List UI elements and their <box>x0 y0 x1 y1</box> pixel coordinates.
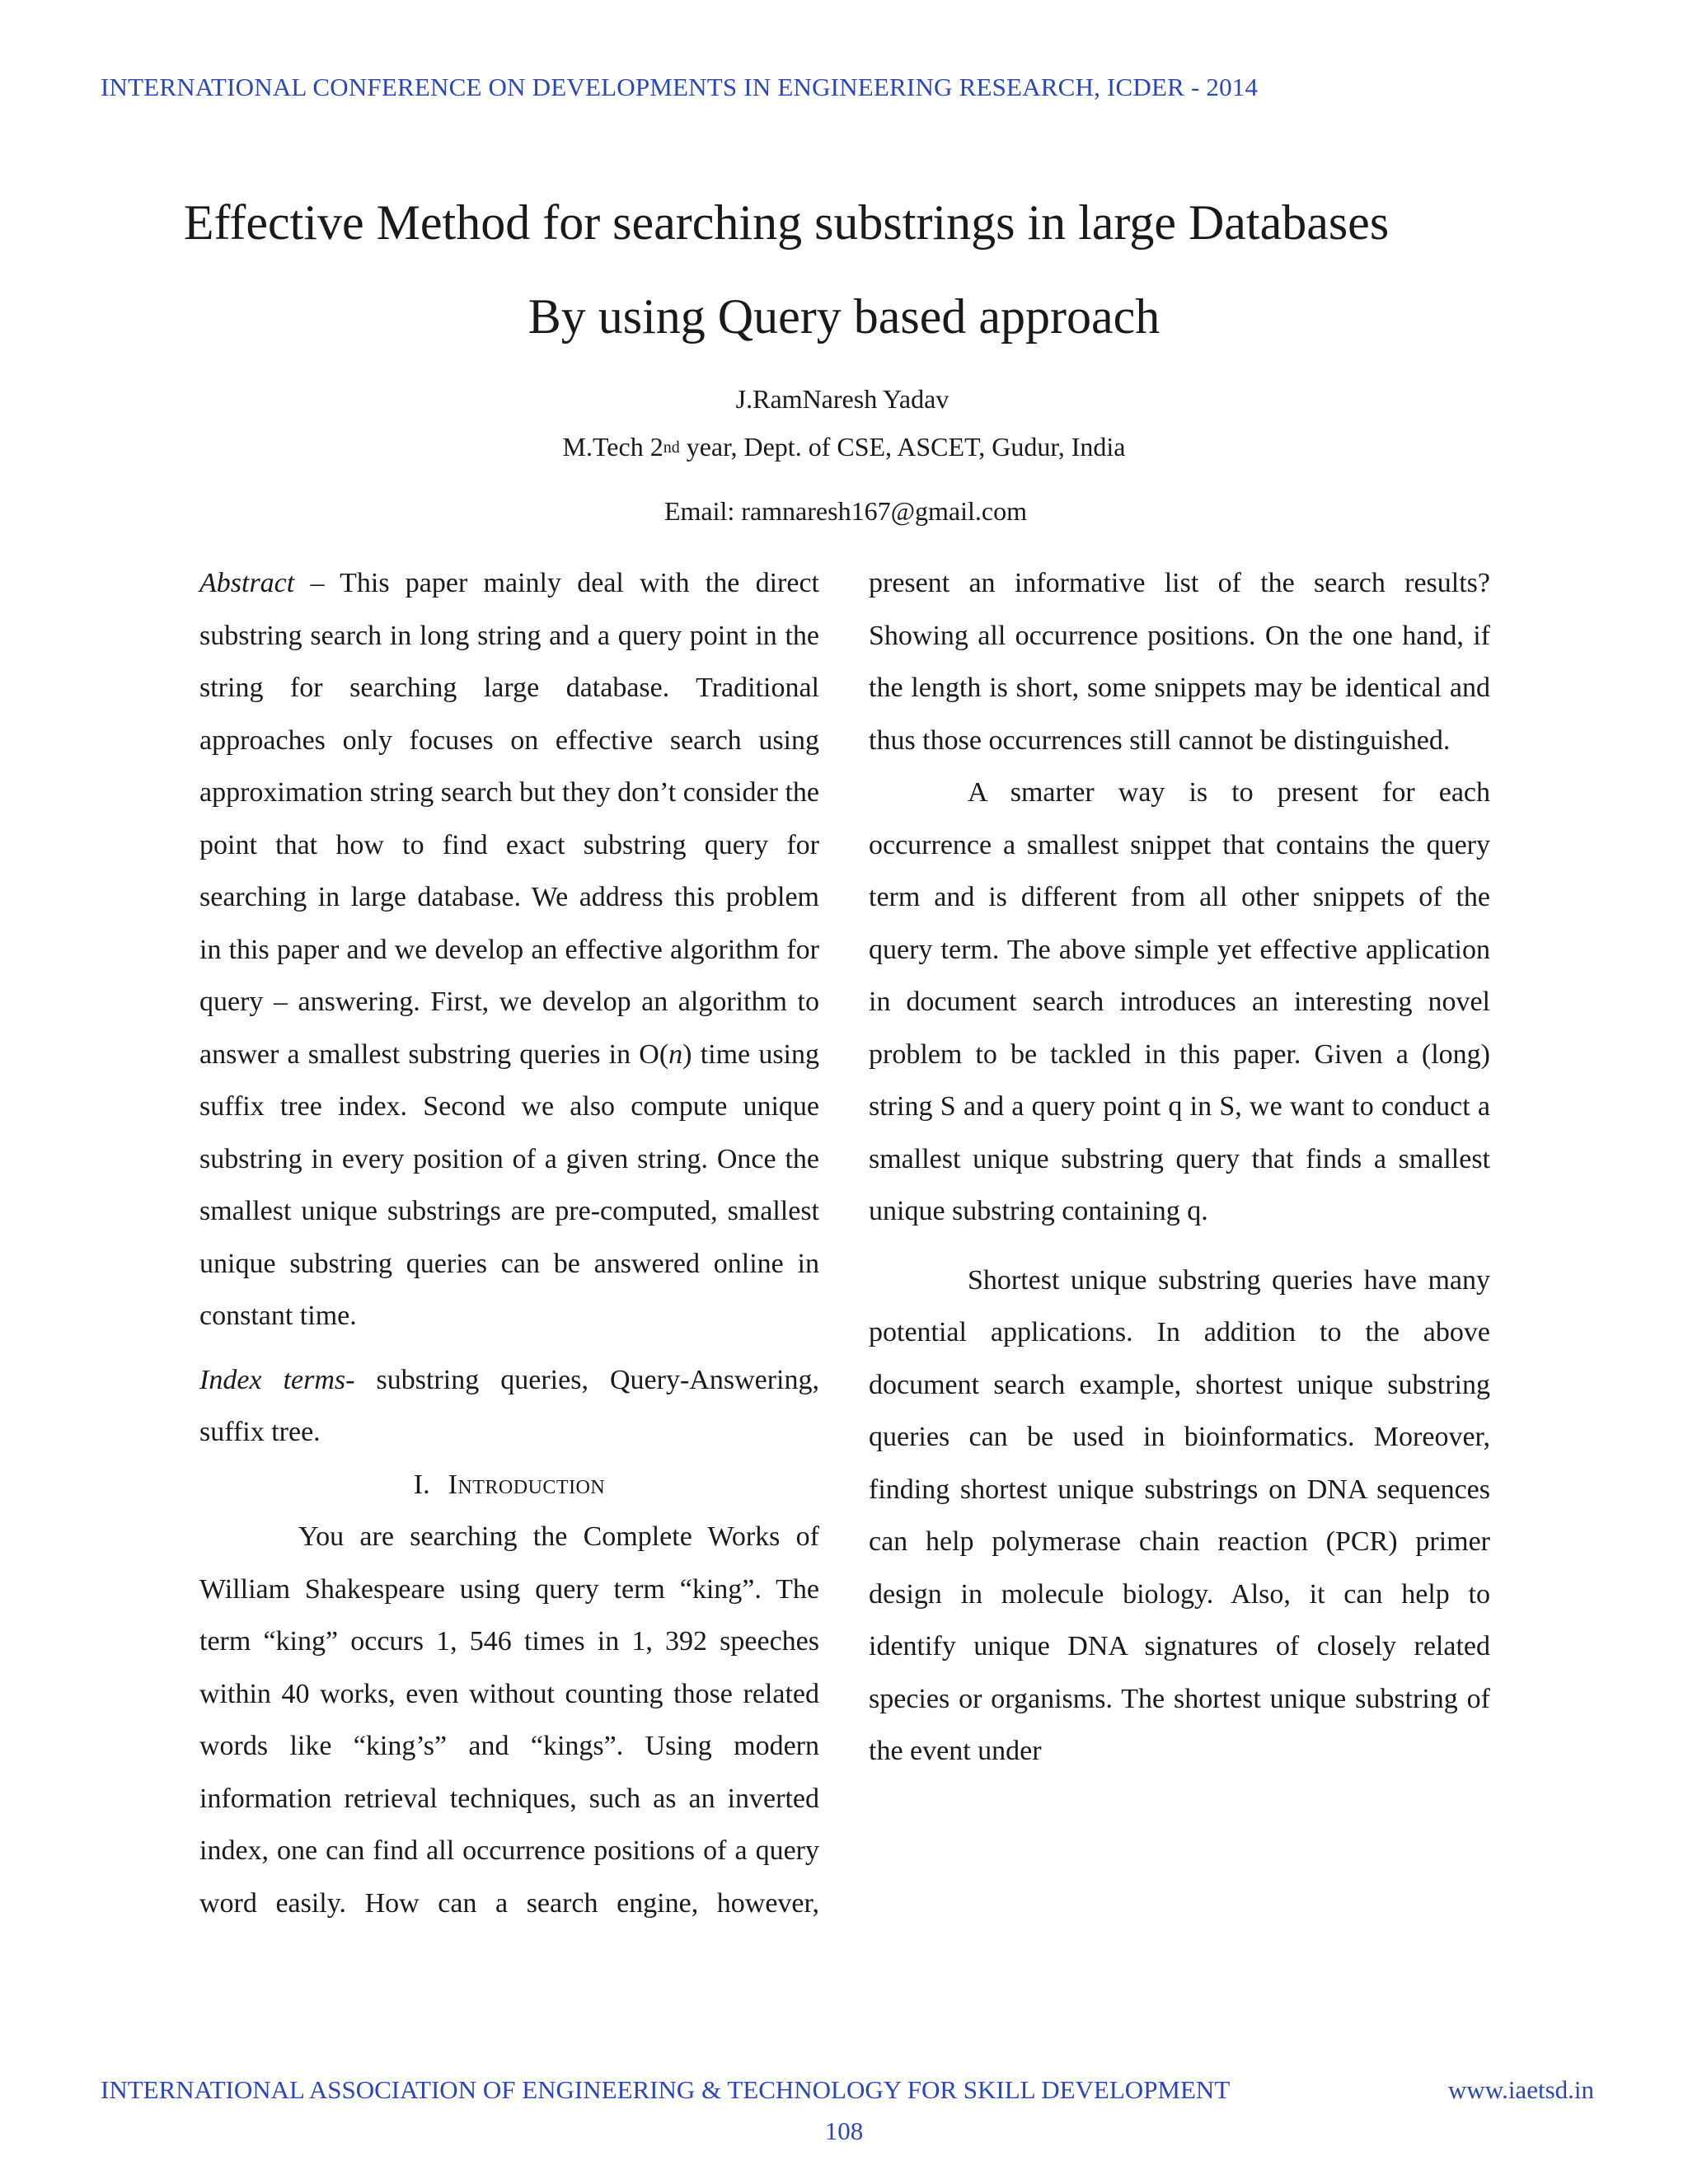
abstract-text: – This paper mainly deal with the direct substring search in long string and a query point in the string for searching large database. Traditional approaches only focuses on effective search using approximation string search but they don’t consider the point that how to find exact substring query for searching in large database. We address this problem in this paper and we develop an effective algorithm for query – answering. First, we develop an algorithm to answer a smallest substring queries in O( <box>199 568 819 1070</box>
abstract-complexity-variable: n <box>668 1038 683 1070</box>
abstract-text-continued: ) time using suffix tree index. Second we also compute unique substring in every position of a given string. Once the smallest unique substrings are pre-computed, smallest unique substring queries can be answered online in constant time. <box>199 1038 819 1331</box>
intro-paragraph-1-continued: present an informative list of the search results? Showing all occurrence positions. On the one hand, if the length is short, some snippets may be identical and thus those occurrences still cannot be distinguished. <box>869 568 1490 756</box>
author-name: J.RamNaresh Yadav <box>735 384 950 414</box>
index-terms-label: Index terms <box>199 1364 346 1395</box>
section-number: I. <box>413 1469 430 1500</box>
right-column <box>869 557 1490 1778</box>
section-heading-introduction <box>199 1459 819 1511</box>
affiliation-suffix: year, Dept. of CSE, ASCET, Gudur, India <box>679 432 1126 462</box>
affiliation-superscript: nd <box>663 438 680 457</box>
footer-association: INTERNATIONAL ASSOCIATION OF ENGINEERING & TECHNOLOGY FOR SKILL DEVELOPMENT <box>101 2075 1231 2104</box>
abstract <box>199 557 819 1343</box>
intro-paragraph-3: Shortest unique substring queries have many potential applications. In addition to the above document search example, shortest unique substring queries can be used in bioinformatics. Moreover, finding shortest unique substrings on DNA sequences can help polymerase chain reaction (PCR) primer design in molecule biology. Also, it can help to identify unique DNA signatures of closely related species or organisms. The shortest unique substring of the event under <box>869 1264 1490 1766</box>
page-number: 108 <box>824 2116 864 2145</box>
abstract-label: Abstract <box>199 568 295 598</box>
running-header: INTERNATIONAL CONFERENCE ON DEVELOPMENTS IN ENGINEERING RESEARCH, ICDER - 2014 <box>101 73 1259 101</box>
affiliation-prefix: M.Tech 2 <box>562 432 663 462</box>
index-terms <box>199 1354 819 1459</box>
footer-website-link[interactable]: www.iaetsd.in <box>1447 2075 1594 2104</box>
paper-title-line-2: By using Query based approach <box>528 289 1160 344</box>
index-terms-text: - substring queries, Query-Answering, suffix tree. <box>199 1364 819 1447</box>
intro-paragraph-2: A smarter way is to present for each occurrence a smallest snippet that contains the query term and is different from all other snippets of the query term. The above simple yet effective application in document search introduces an interesting novel problem to be tackled in this paper. Given a (long) string S and a query point q in S, we want to conduct a smallest unique substring query that finds a smallest unique substring containing q. <box>869 777 1490 1226</box>
author-email: Email: ramnaresh167@gmail.com <box>663 496 1027 526</box>
paper-title-line-1: Effective Method for searching substrings in large Databases <box>183 195 1390 250</box>
intro-paragraph-1: You are searching the Complete Works of William Shakespeare using query term “king”. The term “king” occurs 1, 546 times in 1, 392 speeches within 40 works, even without counting those related words like “king’s” and “kings”. Using modern information retrieval techniques, such as an inverted index, one can find all occurrence positions of a query word easily. How can a search engine, however, <box>199 1521 819 1919</box>
author-affiliation <box>0 432 1688 462</box>
section-title: Introduction <box>448 1469 606 1500</box>
left-column <box>199 557 819 1929</box>
